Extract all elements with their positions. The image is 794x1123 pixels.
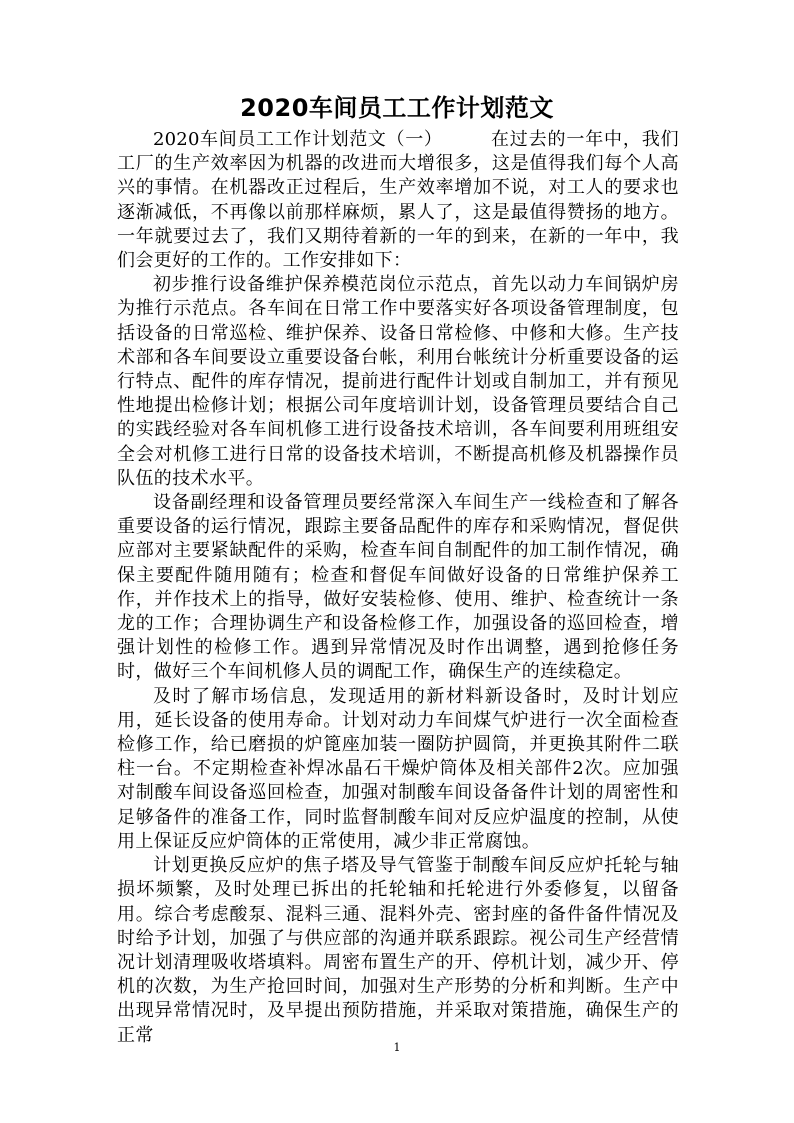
- paragraph: 初步推行设备维护保养模范岗位示范点，首先以动力车间锅炉房为推行示范点。各车间在日常工作中要落实好各项设备管理制度，包括设备的日常巡检、维护保养、设备日常检修、中修和大修。生产技术部和各车间要设立重要设备台帐，利用台帐统计分析重要设备的运行特点、配件的库存情况，提前进行配件计划或自制加工，并有预见性地提出检修计划；根据公司年度培训计划，设备管理员要结合自己的实践经验对各车间机修工进行设备技术培训，各车间要利用班组安全会对机修工进行日常的设备技术培训，不断提高机修及机器操作员队伍的技术水平。: [117, 274, 679, 489]
- paragraph: 设备副经理和设备管理员要经常深入车间生产一线检查和了解各重要设备的运行情况，跟踪主要备品配件的库存和采购情况，督促供应部对主要紧缺配件的采购，检查车间自制配件的加工制作情况，确保主要配件随用随有；检查和督促车间做好设备的日常维护保养工作，并作技术上的指导，做好安装检修、使用、维护、检查统计一条龙的工作；合理协调生产和设备检修工作，加强设备的巡回检查，增强计划性的检修工作。遇到异常情况及时作出调整，遇到抢修任务时，做好三个车间机修人员的调配工作，确保生产的连续稳定。: [117, 492, 679, 683]
- page-title: 2020车间员工工作计划范文: [240, 94, 554, 122]
- paragraph-intro: [117, 128, 679, 273]
- document-subtitle: 2020车间员工工作计划范文（一）: [153, 129, 443, 150]
- paragraph: 及时了解市场信息，发现适用的新材料新设备时，及时计划应用，延长设备的使用寿命。计划对动力车间煤气炉进行一次全面检查检修工作，给已磨损的炉篦座加装一圈防护圆筒，并更换其附件二联柱一台。不定期检查补焊冰晶石干燥炉筒体及相关部件2次。应加强对制酸车间设备巡回检查，加强对制酸车间设备备件计划的周密性和足够备件的准备工作，同时监督制酸车间对反应炉温度的控制，从使用上保证反应炉筒体的正常使用，减少非正常腐蚀。: [117, 685, 679, 852]
- document-body: [117, 128, 679, 1048]
- paragraph: 计划更换反应炉的焦子塔及导气管鉴于制酸车间反应炉托轮与轴损坏频繁，及时处理已拆出的托轮轴和托轮进行外委修复，以留备用。综合考虑酸泵、混料三通、混料外壳、密封座的备件备件情况及时给予计划，加强了与供应部的沟通并联系跟踪。视公司生产经营情况计划清理吸收塔填料。周密布置生产的开、停机计划，减少开、停机的次数，为生产抢回时间，加强对生产形势的分析和判断。生产中出现异常情况时，及早提出预防措施，并采取对策措施，确保生产的正常: [117, 855, 679, 1046]
- page-number: 1: [393, 1041, 401, 1054]
- paragraph-text: 在过去的一年中，我们工厂的生产效率因为机器的改进而大增很多，这是值得我们每个人高兴的事情。在机器改正过程后，生产效率增加不说，对工人的要求也逐渐减低，不再像以前那样麻烦，累人了，这是最值得赞扬的地方。一年就要过去了，我们又期待着新的一年的到来，在新的一年中，我们会更好的工作的。工作安排如下：: [117, 129, 679, 272]
